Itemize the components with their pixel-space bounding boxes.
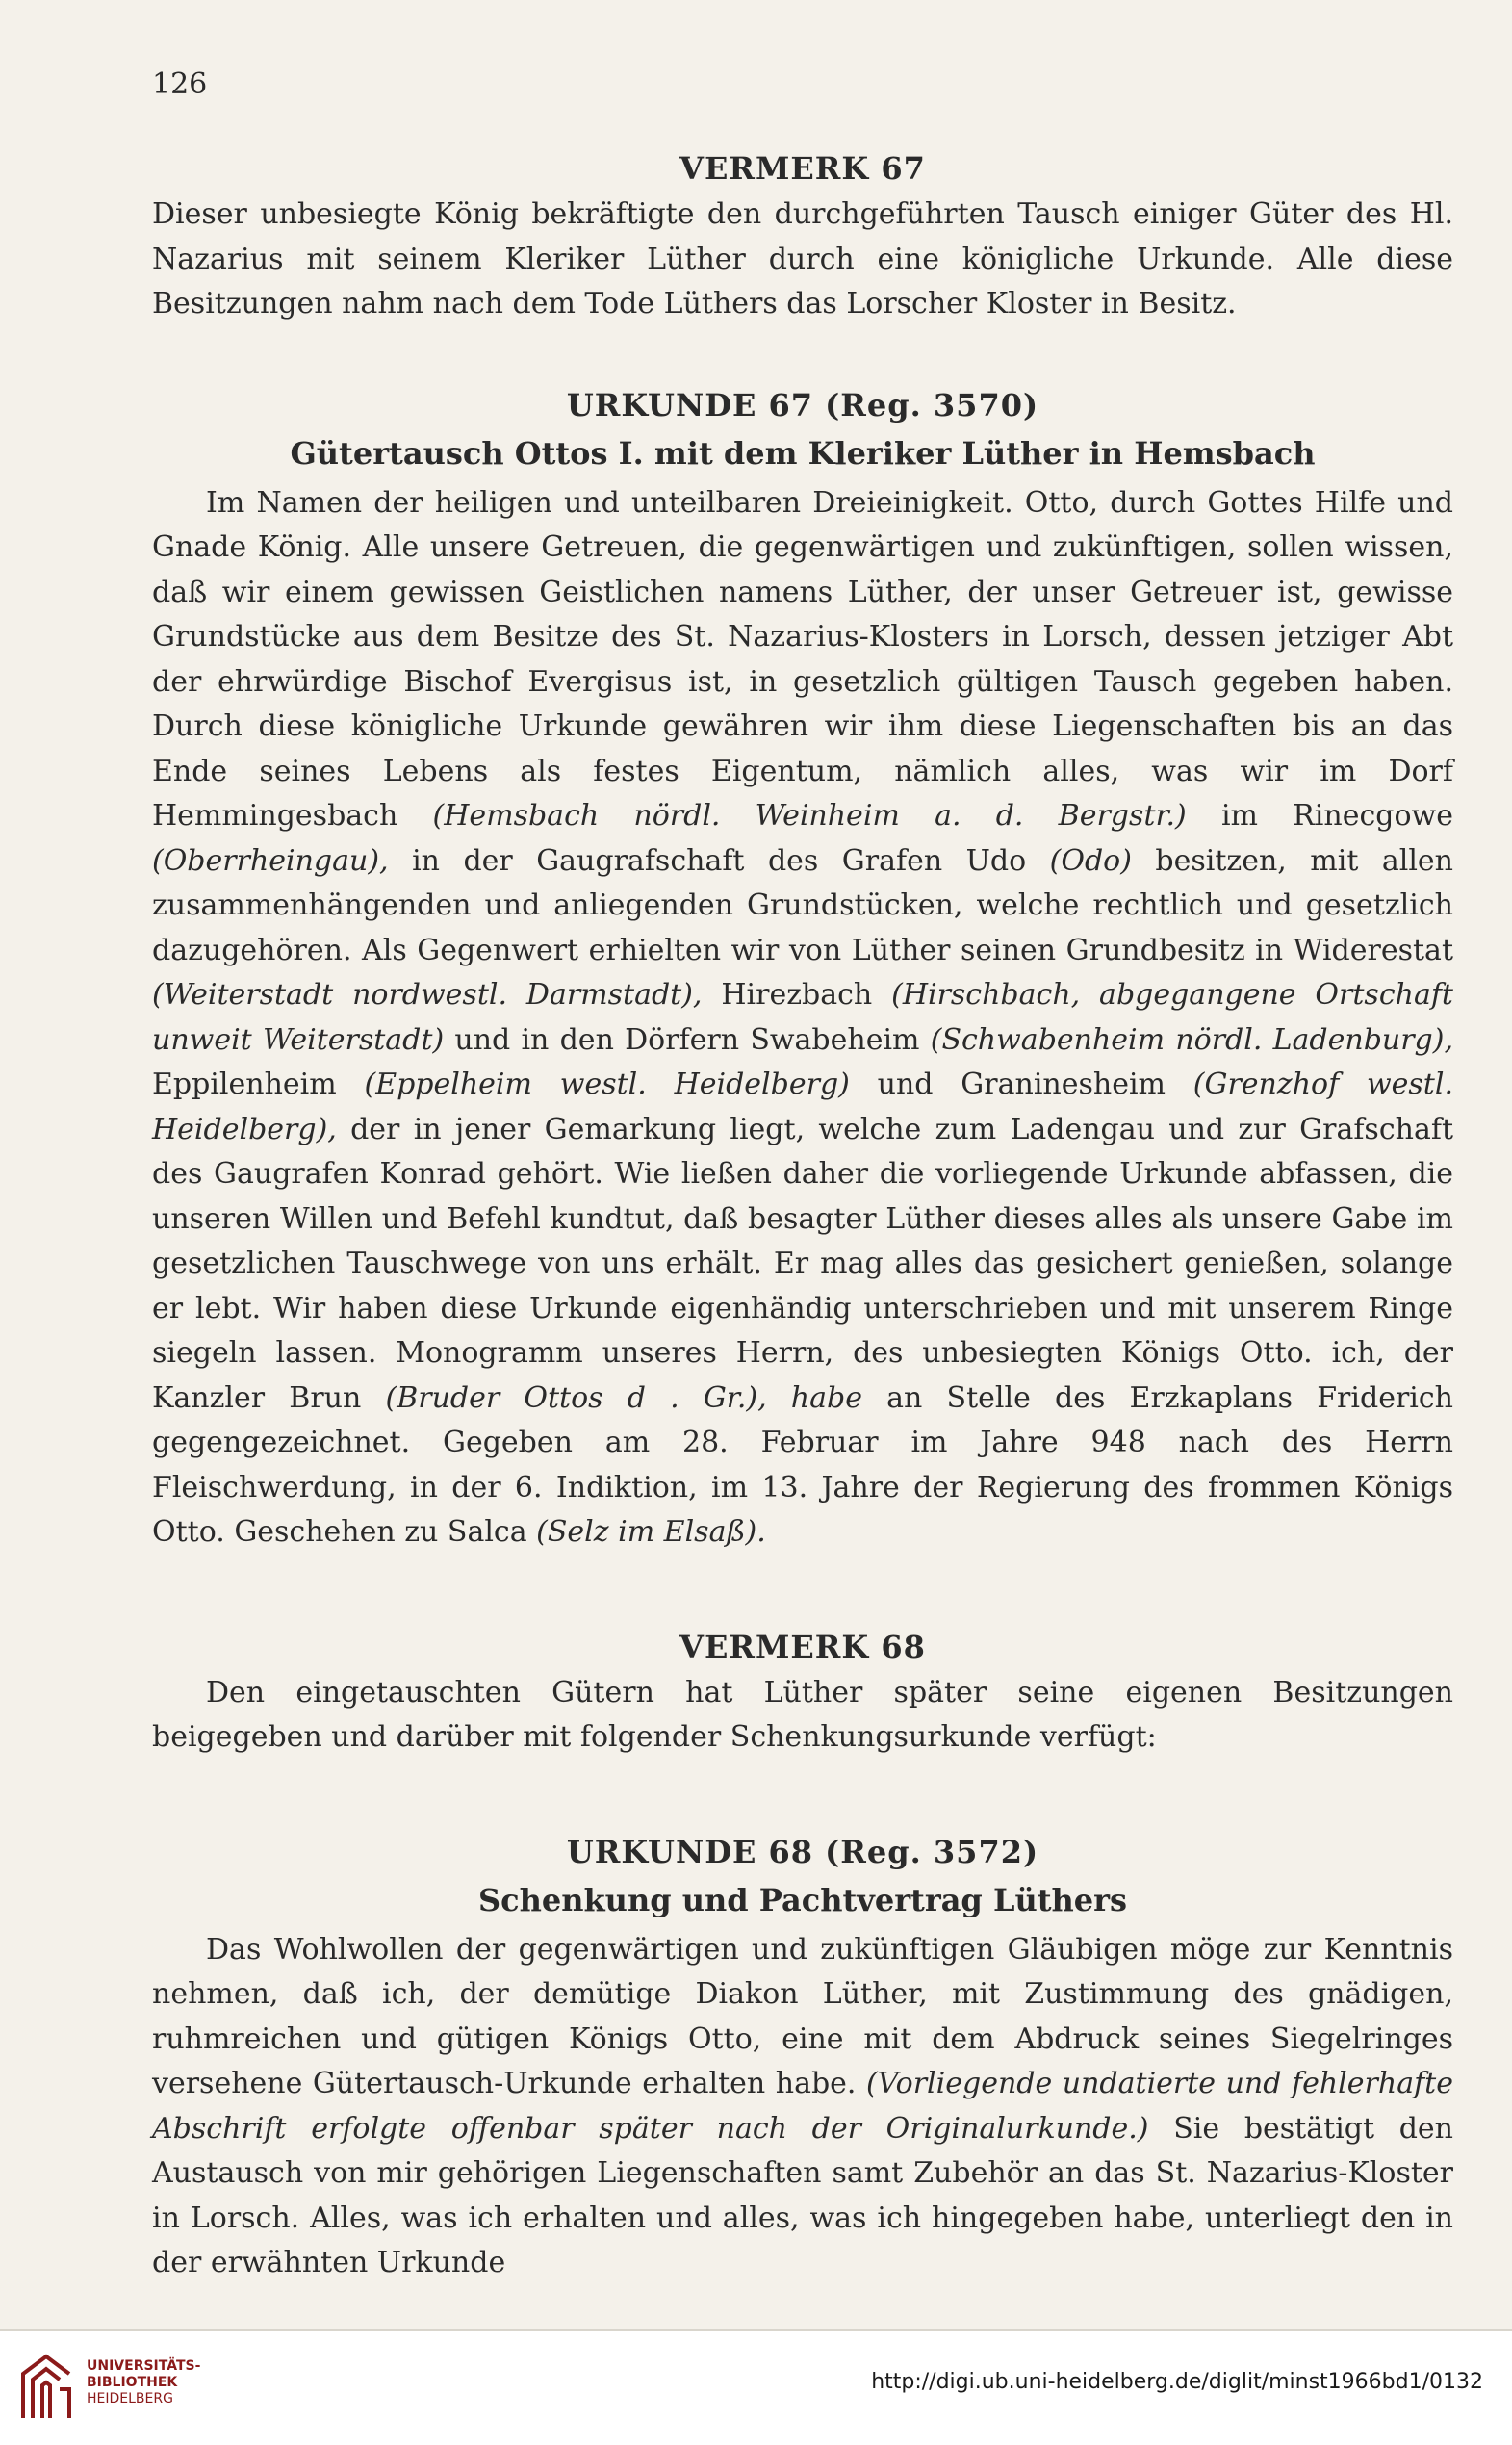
library-logo-text — [87, 2358, 200, 2407]
paragraph-urkunde-68: Das Wohlwollen der gegenwärtigen und zukünftigen Gläubigen möge zur Kenntnis nehmen, daß ich, der demütige Diakon Lüther, mit Zustimmung des gnädigen, ruhmreichen und gütigen Königs Otto, eine mit dem Abdruck seines Siegelringes versehene Gütertausch-Urkunde erhalten habe. (Vorliegende undatierte und fehlerhafte Abschrift erfolgte offenbar später nach der Originalurkunde.) Sie bestätigt den Austausch von mir gehörigen Liegenschaften samt Zubehör an das St. Nazarius-Kloster in Lorsch. Alles, was ich erhalten und alles, was ich hingegeben habe, unterliegt den in der erwähnten Urkunde — [152, 1932, 1454, 2279]
paragraph-vermerk-67: Dieser unbesiegte König bekräftigte den durchgeführten Tausch einiger Güter des Hl. Nazarius mit seinem Kleriker Lüther durch eine königliche Urkunde. Alle diese Besitzungen nahm nach dem Tode Lüthers das Lorscher Kloster in Besitz. — [152, 197, 1453, 321]
footer-bar — [0, 2329, 1512, 2445]
section-heading-vermerk-68: VERMERK 68 — [679, 1628, 926, 1665]
section-heading-urkunde-67: URKUNDE 67 (Reg. 3570) — [566, 386, 1039, 424]
section-subheading-urkunde-68: Schenkung und Pachtvertrag Lüthers — [478, 1881, 1127, 1918]
logo-line-1: UNIVERSITÄTS- — [87, 2358, 201, 2374]
paragraph-urkunde-67: Im Namen der heiligen und unteilbaren Dreieinigkeit. Otto, durch Gottes Hilfe und Gnade König. Alle unsere Getreuen, die gegenwärtigen und zukünftigen, sollen wissen, daß wir einem gewissen Geistlichen namens Lüther, der unser Getreuer ist, gewisse Grundstücke aus dem Besitze des St. Nazarius-Klosters in Lorsch, dessen jetziger Abt der ehrwürdige Bischof Evergisus ist, in gesetzlich gültigen Tausch gegeben haben. Durch diese königliche Urkunde gewähren wir ihm diese Liegenschaften bis an das Ende seines Lebens als festes Eigentum, nämlich alles, was wir im Dorf Hemmingesbach (Hemsbach nördl. Weinheim a. d. Bergstr.) im Rinecgowe (Oberrheingau), in der Gaugrafschaft des Grafen Udo (Odo) besitzen, mit allen zusammenhängenden und anliegenden Grundstücken, welche rechtlich und gesetzlich dazugehören. Als Gegenwert erhielten wir von Lüther seinen Grundbesitz in Widerestat (Weiterstadt nordwestl. Darmstadt), Hirezbach (Hirschbach, abgegangene Ortschaft unweit Weiterstadt) und in den Dörfern Swabeheim (Schwabenheim nördl. Ladenburg), Eppilenheim (Eppelheim westl. Heidelberg) und Graninesheim (Grenzhof westl. Heidelberg), der in jener Gemarkung liegt, welche zum Ladengau und zur Grafschaft des Gaugrafen Konrad gehört. Wie ließen daher die vorliegende Urkunde abfassen, die unseren Willen und Befehl kundtut, daß besagter Lüther dieses alles als unsere Gabe im gesetzlichen Tauschwege von uns erhält. Er mag alles das gesichert genießen, solange er lebt. Wir haben diese Urkunde eigenhändig unterschrieben und mit unserem Ringe siegeln lassen. Monogramm unseres Herrn, des unbesiegten Königs Otto. ich, der Kanzler Brun (Bruder Ottos d . Gr.), habe an Stelle des Erzkaplans Friderich gegengezeichnet. Gegeben am 28. Februar im Jahre 948 nach des Herrn Fleischwerdung, in der 6. Indiktion, im 13. Jahre der Regierung des frommen Königs Otto. Geschehen zu Salca (Selz im Elsaß). — [152, 485, 1454, 1549]
ub-heidelberg-logo-icon — [17, 2351, 75, 2424]
logo-line-3: HEIDELBERG — [87, 2391, 173, 2406]
section-heading-urkunde-68: URKUNDE 68 (Reg. 3572) — [566, 1833, 1039, 1870]
section-subheading-urkunde-67: Gütertausch Ottos I. mit dem Kleriker Lüther in Hemsbach — [290, 434, 1316, 472]
paragraph-vermerk-68: Den eingetauschten Gütern hat Lüther später seine eigenen Besitzungen beigegeben und darüber mit folgender Schenkungsurkunde verfügt: — [152, 1675, 1453, 1754]
logo-line-2: BIBLIOTHEK — [87, 2375, 178, 2390]
permalink-url[interactable]: http://digi.ub.uni-heidelberg.de/diglit/minst1966bd1/0132 — [871, 2370, 1483, 2394]
section-heading-vermerk-67: VERMERK 67 — [679, 150, 926, 187]
page-number: 126 — [152, 67, 208, 101]
text-block — [152, 144, 1453, 2286]
